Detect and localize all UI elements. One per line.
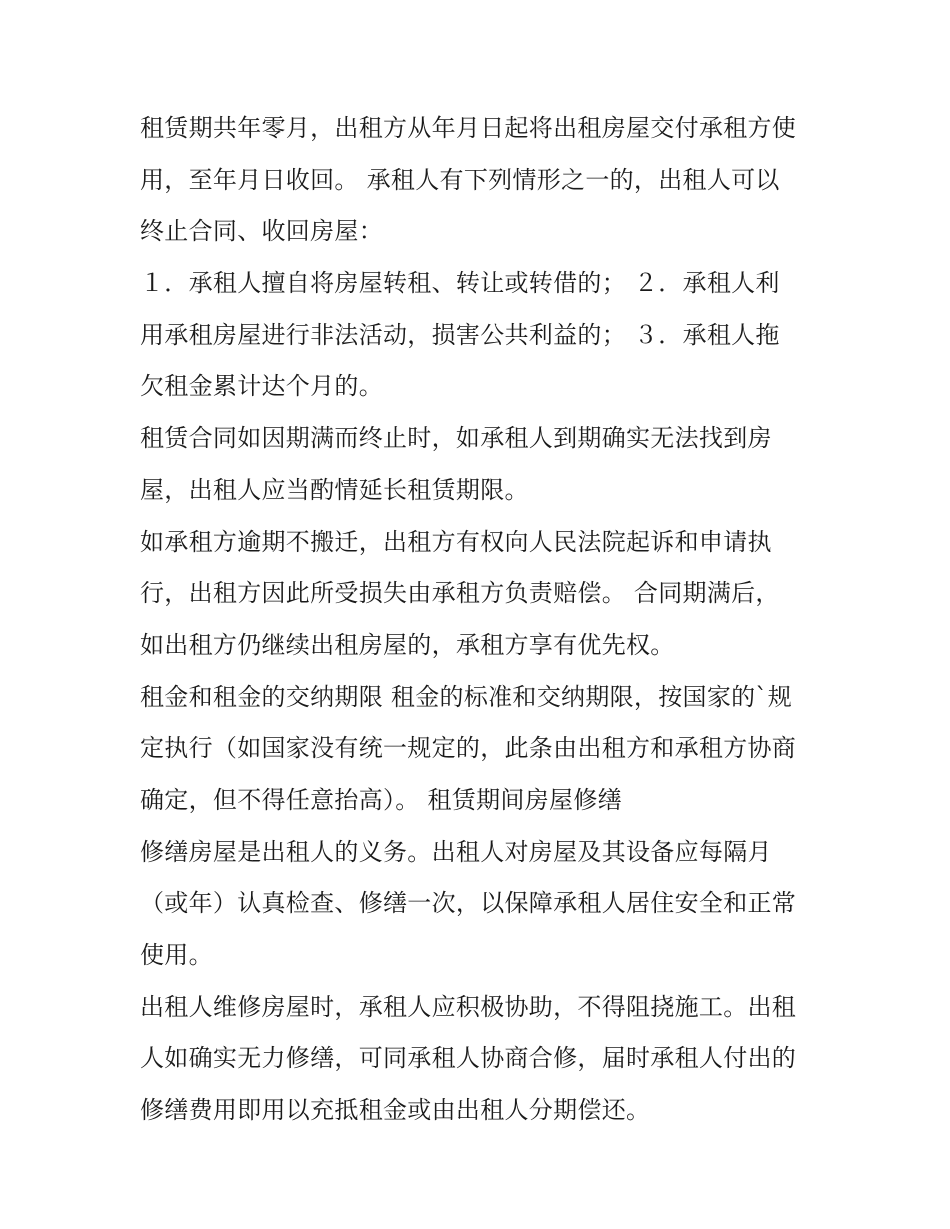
text-line: 如承租方逾期不搬迁，出租方有权向人民法院起诉和申请执 bbox=[140, 527, 772, 556]
text-line: 行，出租方因此所受损失由承租方负责赔偿。 合同期满后， bbox=[140, 579, 780, 608]
text-line: 出租人维修房屋时，承租人应积极协助，不得阻挠施工。出租 bbox=[140, 992, 797, 1021]
text-line: 修缮费用即用以充抵租金或由出租人分期偿还。 bbox=[140, 1096, 651, 1125]
text-line: 租金和租金的交纳期限 租金的标准和交纳期限，按国家的`规 bbox=[140, 682, 793, 711]
text-line: 用，至年月日收回。 承租人有下列情形之一的，出租人可以 bbox=[140, 165, 780, 194]
text-line: 定执行（如国家没有统一规定的，此条由出租方和承租方协商 bbox=[140, 734, 797, 763]
text-line: 屋，出租人应当酌情延长租赁期限。 bbox=[140, 475, 529, 504]
text-line: 用承租房屋进行非法活动，损害公共利益的； ３．承租人拖 bbox=[140, 320, 780, 349]
text-line: 欠租金累计达个月的。 bbox=[140, 372, 383, 401]
text-line: 租赁合同如因期满而终止时，如承租人到期确实无法找到房 bbox=[140, 424, 772, 453]
text-line: 确定，但不得任意抬高）。 租赁期间房屋修缮 bbox=[140, 785, 622, 814]
text-line: 修缮房屋是出租人的义务。出租人对房屋及其设备应每隔月 bbox=[140, 837, 772, 866]
text-line: 租赁期共年零月，出租方从年月日起将出租房屋交付承租方使 bbox=[140, 114, 797, 142]
body-text bbox=[140, 103, 820, 1137]
text-line: 终止合同、收回房屋： bbox=[140, 217, 383, 246]
text-line: １．承租人擅自将房屋转租、转让或转借的； ２．承租人利 bbox=[140, 269, 780, 298]
text-line: 人如确实无力修缮，可同承租人协商合修，届时承租人付出的 bbox=[140, 1044, 797, 1073]
text-line: 如出租方仍继续出租房屋的，承租方享有优先权。 bbox=[140, 630, 675, 659]
text-line: （或年）认真检查、修缮一次，以保障承租人居住安全和正常 bbox=[140, 889, 797, 918]
text-line: 使用。 bbox=[140, 941, 213, 969]
